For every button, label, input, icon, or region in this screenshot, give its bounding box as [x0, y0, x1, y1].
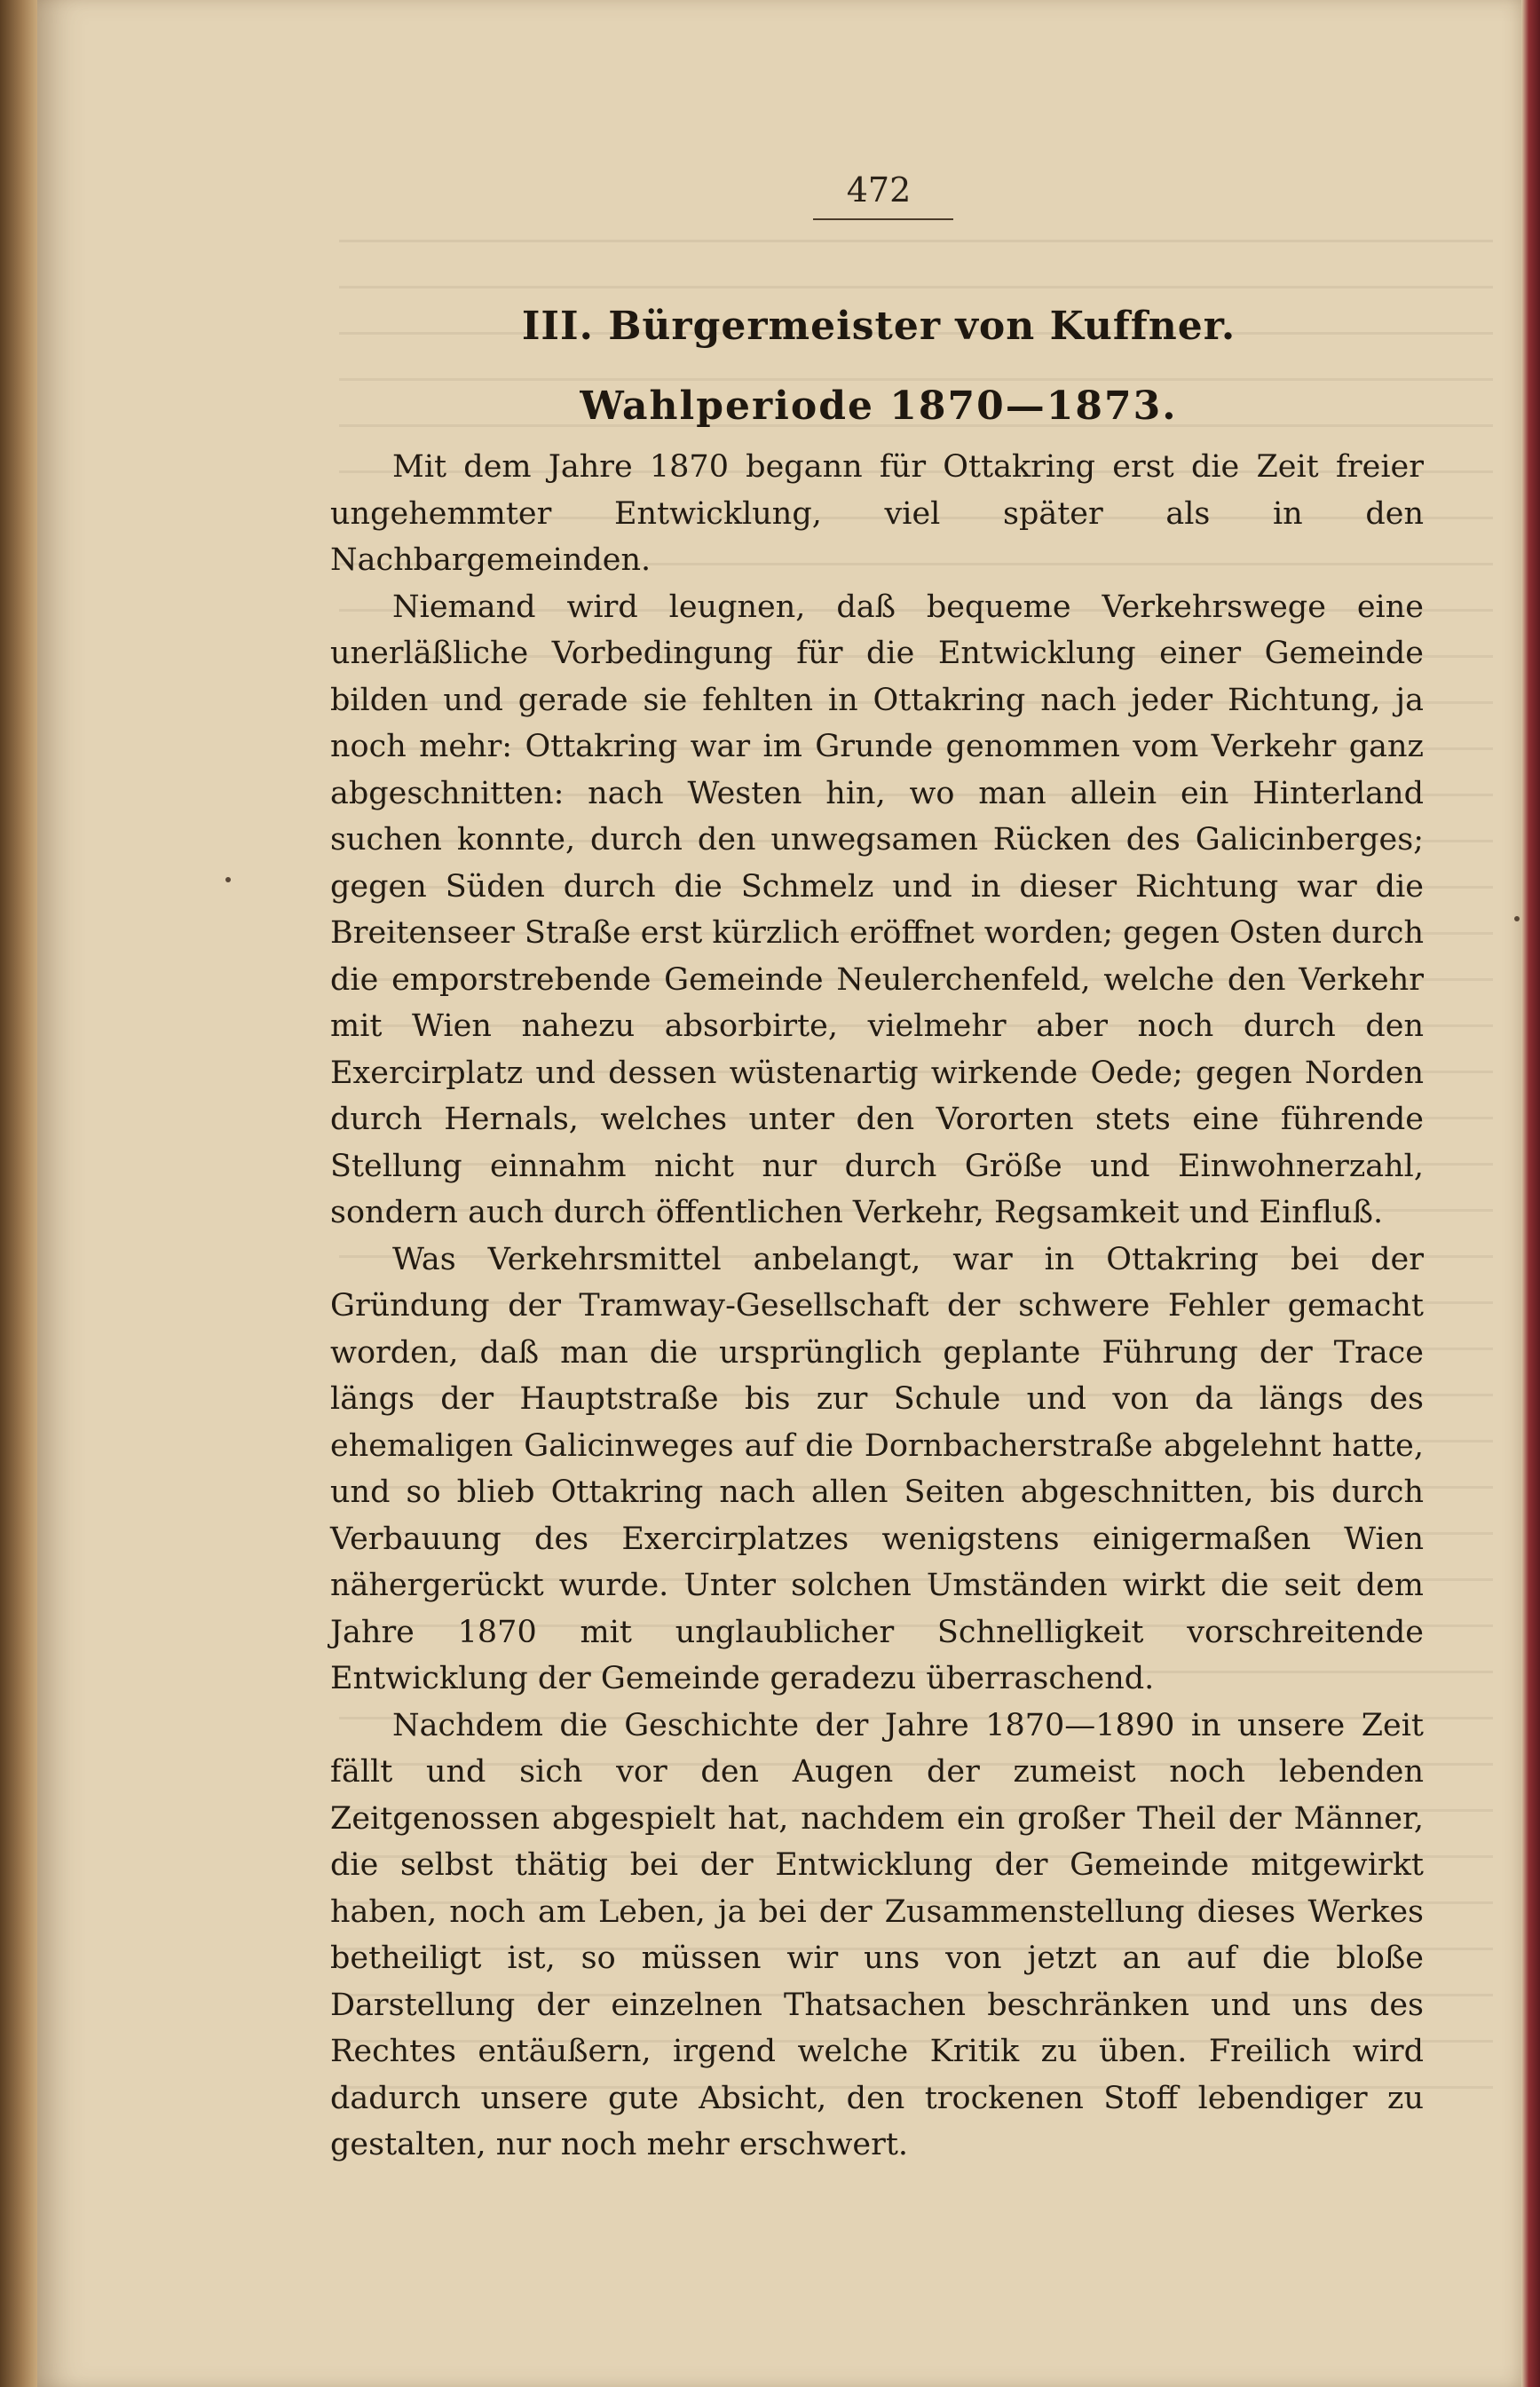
section-title: III. Bürgermeister von Kuffner.	[521, 304, 1236, 349]
body-text	[330, 444, 1424, 2169]
paragraph: Mit dem Jahre 1870 begann für Ottakring erst die Zeit freier ungehemmter Entwicklung, viel später als in den Nachbargemeinden.	[330, 449, 1424, 578]
page-number: 472	[846, 170, 912, 209]
ink-speck	[1514, 916, 1520, 921]
paragraph: Was Verkehrsmittel anbelangt, war in Ottakring bei der Gründung der Tramway-Gesellschaft der schwere Fehler gemacht worden, daß man die ursprünglich geplante Führung der Trace längs der Hauptstraße bis zur Schule und von da längs des ehemaligen Galicinweges auf die Dornbacherstraße abgelehnt hatte, und so blieb Ottakring nach allen Seiten abgeschnitten, bis durch Verbauung des Exercirplatzes wenigstens einigermaßen Wien nähergerückt wurde. Unter solchen Umständen wirkt die seit dem Jahre 1870 mit unglaublicher Schnelligkeit vorschreitende Entwicklung der Gemeinde geradezu überraschend.	[330, 1241, 1424, 1696]
page-edge	[1521, 0, 1540, 2387]
section-subtitle: Wahlperiode 1870—1873.	[580, 383, 1178, 429]
book-binding-edge	[0, 0, 37, 2387]
paragraph: Niemand wird leugnen, daß bequeme Verkehrswege eine unerläßliche Vorbedingung für die Entwicklung einer Gemeinde bilden und gerade sie fehlten in Ottakring nach jeder Richtung, ja noch mehr: Ottakring war im Grunde genommen vom Verkehr ganz abgeschnitten: nach Westen hin, wo man allein ein Hinterland suchen konnte, durch den unwegsamen Rücken des Galicinberges; gegen Süden durch die Schmelz und in dieser Richtung war die Breitenseer Straße erst kürzlich eröffnet worden; gegen Osten durch die emporstrebende Gemeinde Neulerchenfeld, welche den Verkehr mit Wien nahezu absorbirte, vielmehr aber noch durch den Exercirplatz und dessen wüstenartig wirkende Oede; gegen Norden durch Hernals, welches unter den Vororten stets eine führende Stellung einnahm nicht nur durch Größe und Einwohnerzahl, sondern auch durch öffentlichen Verkehr, Regsamkeit und Einfluß.	[330, 589, 1424, 1230]
page-number-rule	[813, 218, 953, 220]
ink-speck	[225, 877, 231, 882]
paragraph: Nachdem die Geschichte der Jahre 1870—1890 in unsere Zeit fällt und sich vor den Augen der zumeist noch lebenden Zeitgenossen abgespielt hat, nachdem ein großer Theil der Männer, die selbst thätig bei der Entwicklung der Gemeinde mitgewirkt haben, noch am Leben, ja bei der Zusammenstellung dieses Werkes betheiligt ist, so müssen wir uns von jetzt an auf die bloße Darstellung der einzelnen Thatsachen beschränken und uns des Rechtes entäußern, irgend welche Kritik zu üben. Freilich wird dadurch unsere gute Absicht, den trockenen Stoff lebendiger zu gestalten, nur noch mehr erschwert.	[330, 1707, 1424, 2162]
